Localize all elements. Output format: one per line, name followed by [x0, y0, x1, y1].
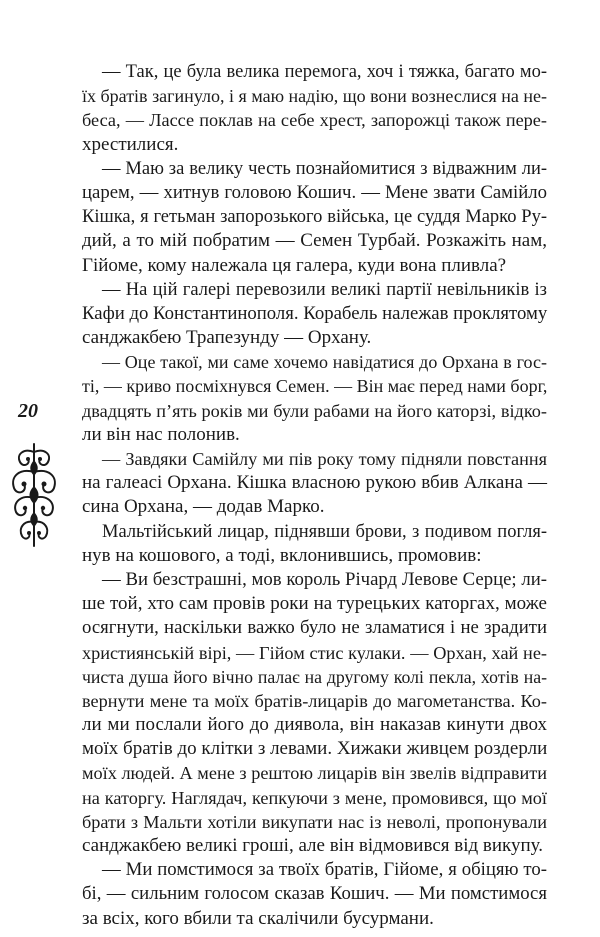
text-line: — Оце такої, ми саме хочемо навідатися до Орхана в гос- — [102, 352, 547, 373]
text-line: — Ви безстрашні, мов король Річард Левове Серце; ли- — [102, 568, 547, 590]
text-line: бі, — сильним голосом сказав Кошич. — Ми помстимося — [82, 883, 547, 905]
text-line: нув на кошового, а тоді, вклонившись, промовив: — [82, 544, 482, 566]
text-line: — Ми помстимося за твоїх братів, Гійоме, я обіцяю то- — [102, 859, 547, 881]
text-line: Кафи до Константинополя. Корабель належав проклятому — [82, 302, 548, 324]
text-line: беса, — Лассе поклав на себе хрест, запорожці також пере- — [82, 110, 547, 131]
text-line: — Так, це була велика перемога, хоч і тяжка, багато мо- — [102, 62, 547, 82]
text-line: їх братів загинуло, і я маю надію, що вони вознеслися на не- — [82, 86, 547, 107]
text-line: ше той, хто сам провів роки на турецьких каторгах, може — [82, 593, 547, 615]
text-line: — Маю за велику честь познайомитися з відважним ли- — [102, 158, 547, 179]
text-line: моїх людей. А мене з рештою лицарів він звелів відправити — [82, 763, 547, 784]
text-line: ли він нас полонив. — [82, 423, 240, 445]
text-line: санджакбею великі гроші, але він відмовився від викупу. — [82, 835, 544, 856]
baroque-scroll-ornament-icon — [4, 440, 64, 550]
text-line: чиста душа його вічно палає на другому колі пекла, хотів на- — [82, 666, 547, 687]
body-text — [82, 60, 547, 931]
text-line: санджакбею Трапезунду — Орхану. — [82, 327, 372, 349]
text-line: за всіх, кого вбили та скалічили бусурмани. — [82, 907, 434, 929]
text-line: Мальтійський лицар, піднявши брови, з подивом погля- — [102, 521, 547, 542]
text-line: вернути мене та моїх братів-лицарів до магометанства. Ко- — [82, 690, 547, 711]
text-line: ті, — криво посміхнувся Семен. — Він має перед нами борг, — [82, 376, 548, 397]
text-line: — Завдяки Самійлу ми пів року тому підняли повстання — [102, 449, 547, 469]
text-line: — На цій галері перевозили великі партії невільників із — [102, 279, 547, 300]
text-line: на каторгу. Наглядач, кепкуючи з мене, промовився, що мої — [82, 787, 547, 808]
text-line: Гійоме, кому належала ця галера, куди вона пливла? — [82, 254, 507, 276]
text-line: на галеасі Орхана. Кішка власною рукою вбив Алкана — — [82, 472, 547, 494]
text-line: осягнути, наскільки важко було не зламатися і не зрадити — [82, 617, 547, 639]
text-line: дий, а то мій побратим — Семен Турбай. Розкажіть нам, — [82, 230, 547, 252]
text-line: ли ми послали його до диявола, він наказав кинути двох — [82, 714, 547, 736]
text-line: християнській вірі, — Гійом стис кулаки. — Орхан, хай не- — [82, 642, 547, 663]
text-line: сина Орхана, — додав Марко. — [82, 496, 325, 518]
text-line: царем, — хитнув головою Кошич. — Мене звати Самійло — [82, 181, 547, 203]
text-line: Кішка, я гетьман запорозького війська, це суддя Марко Ру- — [82, 207, 547, 228]
text-line: хрестилися. — [82, 133, 179, 155]
text-line: брати з Мальти хотіли викупати нас із неволі, пропонували — [82, 811, 547, 832]
page-number: 20 — [18, 400, 38, 422]
text-line: моїх братів до клітки з левами. Хижаки живцем роздерли — [82, 738, 548, 760]
text-line: двадцять п’ять років ми були рабами на його каторзі, відко- — [82, 400, 547, 421]
